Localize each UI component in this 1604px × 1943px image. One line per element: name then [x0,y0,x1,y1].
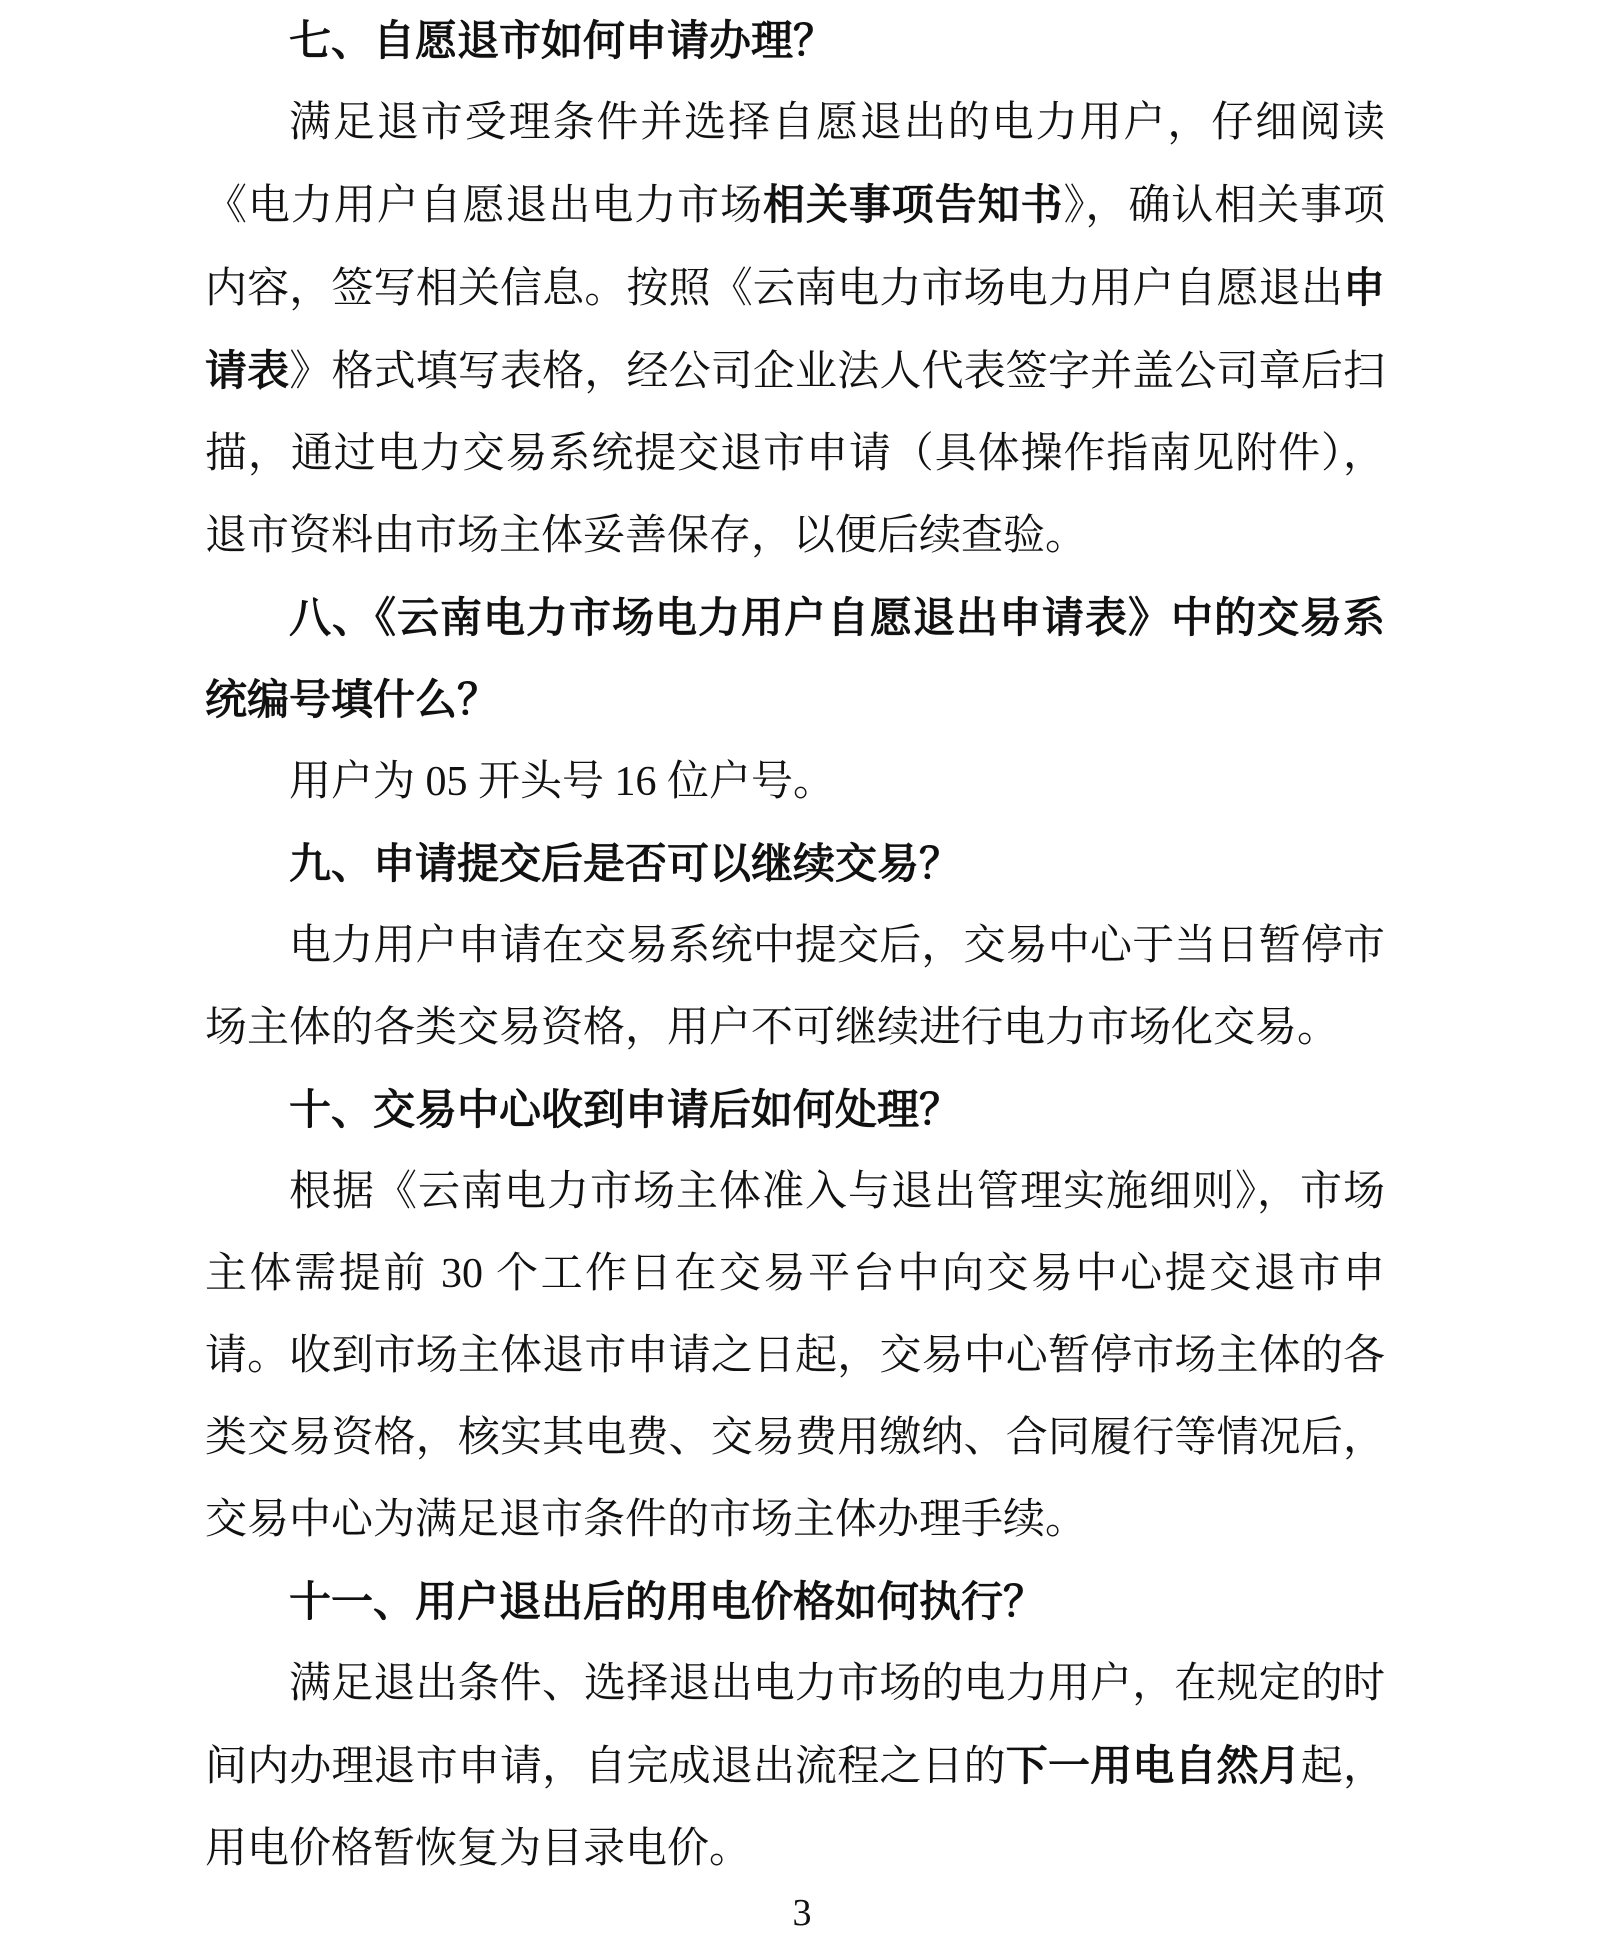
paragraph-11 [205,1643,1385,1890]
text-segment: 满足退出条件、选择退出电力市场的电力用户，在规定的时间内办理退市申请，自完成退出流程之日的 [205,1661,1385,1790]
text-segment: 》，确认相关事项内容，签写相关信息。按照《云南电力市场电力用户自愿退出 [205,183,1385,312]
section-heading-9: 九、申请提交后是否可以继续交易？ [289,840,962,887]
page-number: 3 [792,1892,812,1934]
text-segment: 》格式填写表格，经公司企业法人代表签字并盖公司章后扫描，通过电力交易系统提交退市申请（具体操作指南见附件），退市资料由市场主体妥善保存，以便后续查验。 [205,349,1385,559]
text-segment: 根据《云南电力市场主体准入与退出管理实施细则》，市场主体需提前 30 个工作日在交易平台中向交易中心提交退市申请。收到市场主体退市申请之日起，交易中心暂停市场主体的各类交易资格，核实其电费、交易费用缴纳、合同履行等情况后，交易中心为满足退市条件的市场主体办理手续。 [205,1169,1385,1543]
paragraph-10 [205,1151,1385,1561]
section-heading-11: 十一、用户退出后的用电价格如何执行？ [289,1578,1046,1625]
text-segment-bold: 申请表 [205,264,1385,394]
section-heading-7: 七、自愿退市如何申请办理？ [289,17,836,64]
text-segment-bold: 相关事项告知书 [763,181,1064,228]
text-segment: 用户为 05 开头号 16 位户号。 [289,759,836,805]
text-segment: 满足退市受理条件并选择自愿退出的电力用户，仔细阅读《电力用户自愿退出电力市场 [205,100,1385,229]
paragraph-7 [205,82,1385,577]
paragraph-9 [205,905,1385,1069]
document-content [205,0,1385,1890]
text-segment: 起，用电价格暂恢复为目录电价。 [205,1744,1385,1872]
section-heading-10: 十、交易中心收到申请后如何处理？ [289,1086,962,1133]
text-segment: 电力用户申请在交易系统中提交后，交易中心于当日暂停市场主体的各类交易资格，用户不可继续进行电力市场化交易。 [205,923,1385,1051]
section-heading-8: 八、《云南电力市场电力用户自愿退出申请表》中的交易系统编号填什么？ [205,594,1385,723]
paragraph-8 [205,741,1385,823]
text-segment-bold: 下一用电自然月 [1005,1742,1301,1789]
